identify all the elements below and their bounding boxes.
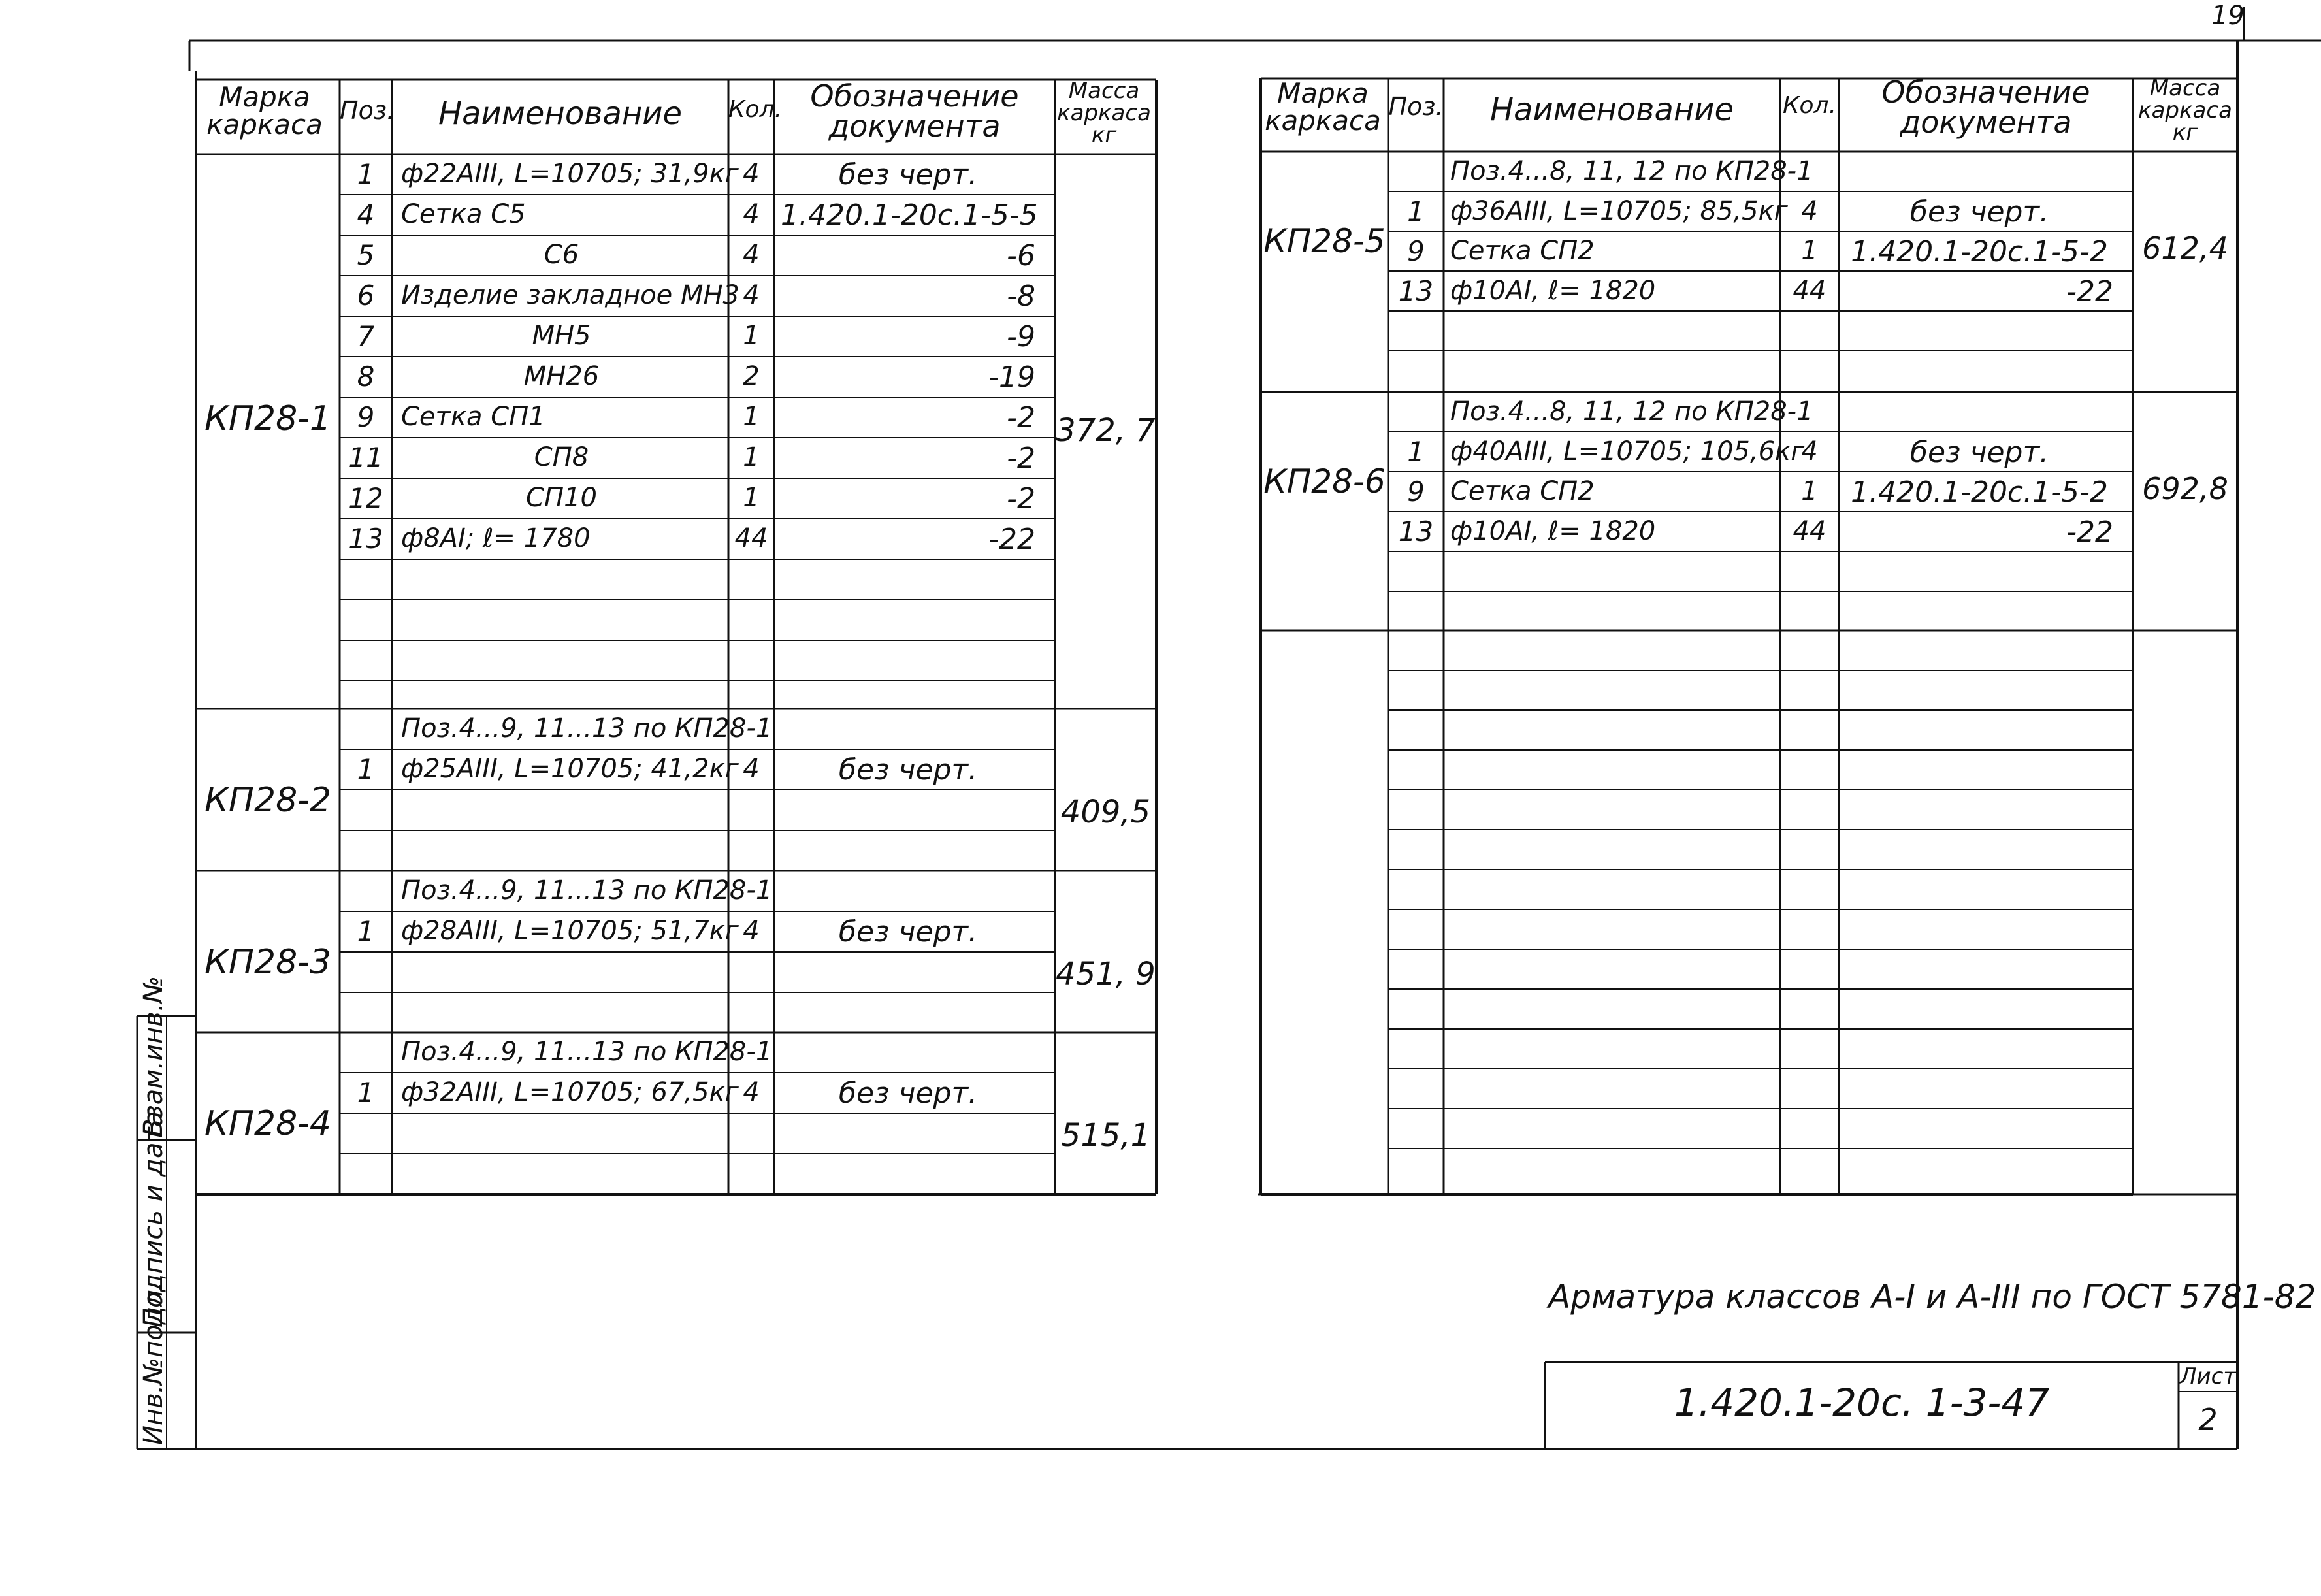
row-poz: 1 bbox=[357, 915, 375, 947]
row-kol: 2 bbox=[743, 361, 760, 391]
row-name: Поз.4...8, 11, 12 по КП28-1 bbox=[1450, 397, 1813, 427]
row-kol: 4 bbox=[743, 159, 760, 189]
document-code: 1.420.1-20с. 1-3-47 bbox=[1674, 1380, 2050, 1425]
row-poz: 9 bbox=[1407, 476, 1425, 508]
row-name: ф40АIII, L=10705; 105,6кг bbox=[1450, 436, 1805, 466]
row-kol: 4 bbox=[743, 916, 760, 946]
row-name: ф36АIII, L=10705; 85,5кг bbox=[1450, 196, 1788, 226]
row-doc: -22 bbox=[2066, 275, 2113, 308]
row-name: Сетка СП2 bbox=[1450, 476, 1595, 506]
row-poz: 9 bbox=[357, 401, 375, 433]
header-marka: Марка каркаса bbox=[206, 81, 323, 140]
row-doc: без черт. bbox=[838, 158, 978, 191]
stamp-vzam: Взам.инв.№ bbox=[138, 975, 169, 1137]
row-doc: -2 bbox=[1007, 401, 1035, 434]
header-mass: Масса каркаса кг bbox=[1057, 78, 1151, 148]
row-name: СП10 bbox=[526, 483, 597, 513]
marka-1: КП28-2 bbox=[204, 781, 332, 820]
row-doc: -9 bbox=[1007, 320, 1035, 353]
row-name: ф25АIII, L=10705; 41,2кг bbox=[401, 754, 739, 784]
row-name: Поз.4...9, 11...13 по КП28-1 bbox=[401, 1037, 773, 1067]
row-doc: -2 bbox=[1007, 482, 1035, 515]
header-mass-r: Масса каркаса кг bbox=[2138, 75, 2232, 146]
row-kol: 1 bbox=[1801, 476, 1818, 506]
header-doc-r: Обозначение документа bbox=[1881, 74, 2090, 140]
row-doc: -19 bbox=[988, 361, 1035, 394]
sheet-number: 2 bbox=[2198, 1402, 2218, 1437]
marka-r-0: КП28-5 bbox=[1263, 222, 1386, 260]
row-poz: 13 bbox=[1398, 515, 1434, 547]
row-name: МН26 bbox=[523, 361, 600, 391]
row-doc: без черт. bbox=[838, 1077, 978, 1110]
row-poz: 13 bbox=[348, 523, 383, 555]
row-kol: 44 bbox=[1793, 516, 1826, 546]
row-doc: -8 bbox=[1007, 280, 1035, 313]
row-name: Изделие закладное МН3 bbox=[401, 280, 740, 310]
mass-r-1: 692,8 bbox=[2142, 471, 2228, 506]
page-number: 19 bbox=[2211, 1, 2245, 31]
row-doc: -22 bbox=[988, 523, 1035, 556]
row-poz: 4 bbox=[357, 199, 375, 231]
row-name: ф10АI, ℓ= 1820 bbox=[1450, 516, 1656, 546]
header-poz-r: Поз. bbox=[1388, 92, 1444, 121]
header-kol: Кол. bbox=[728, 96, 783, 123]
row-kol: 1 bbox=[1801, 236, 1818, 266]
sheet-label: Лист bbox=[2179, 1363, 2237, 1390]
reinforcement-note: Арматура классов А-I и А-III по ГОСТ 5781-82 bbox=[1548, 1278, 2316, 1316]
row-kol: 4 bbox=[1801, 196, 1818, 226]
row-doc: 1.420.1-20с.1-5-2 bbox=[1851, 235, 2108, 269]
mass-3: 515,1 bbox=[1060, 1117, 1151, 1154]
header-doc: Обозначение документа bbox=[810, 78, 1019, 144]
row-name: Поз.4...9, 11...13 по КП28-1 bbox=[401, 713, 773, 743]
row-doc: -6 bbox=[1007, 239, 1035, 272]
row-name: С6 bbox=[544, 240, 579, 270]
row-kol: 44 bbox=[1793, 276, 1826, 306]
row-name: ф28АIII, L=10705; 51,7кг bbox=[401, 916, 739, 946]
row-kol: 4 bbox=[743, 199, 760, 229]
row-kol: 4 bbox=[1801, 436, 1818, 466]
row-name: МН5 bbox=[532, 321, 591, 351]
row-poz: 1 bbox=[1407, 195, 1425, 227]
mass-r-0: 612,4 bbox=[2142, 231, 2228, 266]
marka-0: КП28-1 bbox=[204, 399, 332, 438]
header-marka-r: Марка каркаса bbox=[1265, 77, 1381, 137]
marka-3: КП28-4 bbox=[204, 1104, 332, 1143]
row-kol: 1 bbox=[743, 442, 760, 472]
row-kol: 1 bbox=[743, 402, 760, 432]
row-kol: 4 bbox=[743, 754, 760, 784]
row-poz: 8 bbox=[357, 361, 375, 393]
row-doc: -2 bbox=[1007, 442, 1035, 475]
marka-2: КП28-3 bbox=[204, 943, 332, 982]
row-name: ф32АIII, L=10705; 67,5кг bbox=[401, 1077, 739, 1107]
row-doc: без черт. bbox=[1909, 436, 2049, 469]
row-poz: 12 bbox=[348, 482, 383, 514]
header-name-r: Наименование bbox=[1489, 91, 1734, 128]
row-poz: 13 bbox=[1398, 275, 1434, 307]
row-poz: 6 bbox=[357, 280, 375, 312]
row-kol: 4 bbox=[743, 240, 760, 270]
row-name: ф10АI, ℓ= 1820 bbox=[1450, 276, 1656, 306]
stamp-podpis: Подпись и дата bbox=[138, 1111, 169, 1327]
row-name: Поз.4...8, 11, 12 по КП28-1 bbox=[1450, 156, 1813, 186]
row-poz: 1 bbox=[1407, 436, 1425, 468]
row-poz: 1 bbox=[357, 158, 375, 190]
mass-0: 372, 7 bbox=[1056, 412, 1156, 449]
row-doc: без черт. bbox=[838, 753, 978, 787]
row-poz: 7 bbox=[357, 320, 375, 352]
row-name: Поз.4...9, 11...13 по КП28-1 bbox=[401, 875, 773, 905]
row-name: Сетка СП1 bbox=[401, 402, 545, 432]
row-name: Сетка С5 bbox=[401, 199, 526, 229]
row-name: Сетка СП2 bbox=[1450, 236, 1595, 266]
row-doc: без черт. bbox=[1909, 195, 2049, 229]
row-doc: 1.420.1-20с.1-5-5 bbox=[781, 199, 1038, 232]
row-doc: без черт. bbox=[838, 915, 978, 949]
row-kol: 1 bbox=[743, 321, 760, 351]
header-name: Наименование bbox=[438, 95, 682, 132]
row-kol: 4 bbox=[743, 1077, 760, 1107]
row-poz: 1 bbox=[357, 1077, 375, 1109]
row-poz: 5 bbox=[357, 239, 375, 271]
mass-1: 409,5 bbox=[1060, 794, 1151, 830]
stamp-inv-podl: Инв.№подл. bbox=[138, 1281, 169, 1445]
row-doc: -22 bbox=[2066, 515, 2113, 549]
row-kol: 44 bbox=[734, 523, 768, 553]
header-kol-r: Кол. bbox=[1782, 92, 1837, 119]
row-poz: 11 bbox=[348, 442, 383, 474]
row-poz: 1 bbox=[357, 753, 375, 785]
row-name: СП8 bbox=[534, 442, 589, 472]
row-poz: 9 bbox=[1407, 235, 1425, 267]
header-poz: Поз. bbox=[340, 96, 395, 125]
row-name: ф8АI; ℓ= 1780 bbox=[401, 523, 591, 553]
row-doc: 1.420.1-20с.1-5-2 bbox=[1851, 476, 2108, 509]
row-kol: 1 bbox=[743, 483, 760, 513]
marka-r-1: КП28-6 bbox=[1263, 463, 1386, 500]
mass-2: 451, 9 bbox=[1056, 956, 1156, 992]
row-kol: 4 bbox=[743, 280, 760, 310]
row-name: ф22АIII, L=10705; 31,9кг bbox=[401, 159, 739, 189]
